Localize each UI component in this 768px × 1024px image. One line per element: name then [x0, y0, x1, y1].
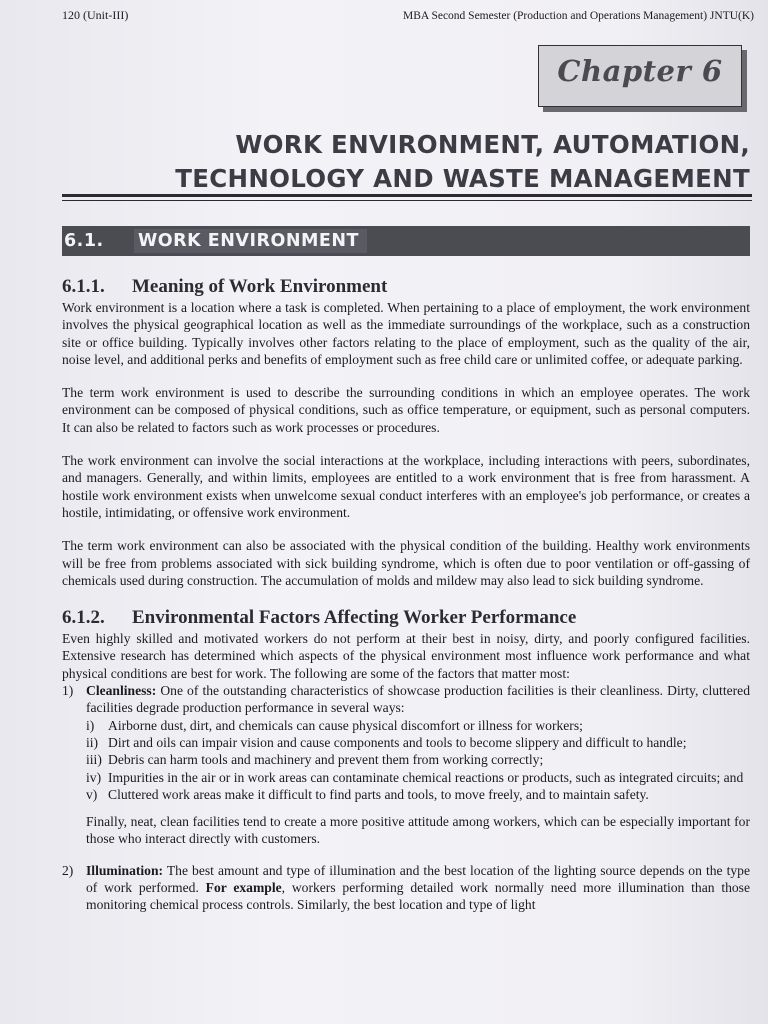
closing-paragraph: Finally, neat, clean facilities tend to create a more positive attitude among workers, which can be especially important for those who interact directly with customers. [86, 814, 750, 847]
factor-term: Cleanliness: [86, 683, 157, 699]
paragraph: Even highly skilled and motivated workers do not perform at their best in noisy, dirty, and poorly configured facilities. Extensive research has determined which aspects of the physical environment most influence work performance and what physical conditions are best for work. The following are some of the factors that matter most: [62, 631, 750, 681]
subsection-number-1: 6.1.1. [62, 276, 105, 297]
running-header-left: 120 (Unit-III) [62, 8, 129, 22]
chapter-title-line-2: TECHNOLOGY AND WASTE MANAGEMENT [175, 164, 750, 193]
subsection-heading-1 [62, 276, 750, 298]
sub-list-item: iii) Debris can harm tools and machinery and prevent them from working correctly; [86, 752, 544, 768]
sub-list-item: v) Cluttered work areas make it difficult to find parts and tools, to move freely, and to maintain safety. [86, 786, 649, 802]
list-item [62, 682, 750, 848]
paragraph: Work environment is a location where a task is completed. When pertaining to a place of employment, the work environment involves the physical geographical location as well as the immediate surroundings of the workplace, such as a construction site or office building. Typically involves other factors relating to the place of employment, such as the quality of the air, noise level, and additional perks and benefits of employment such as free child care or unlimited coffee, or adequate parking. [62, 300, 750, 367]
paragraph: The term work environment can also be associated with the physical condition of the building. Healthy work environments will be free from problems associated with sick building syndrome, which is often due to poor ventilation or off-gassing of chemicals used during construction. The accumulation of molds and mildew may also lead to sick building syndrome. [62, 538, 750, 588]
running-header-right: MBA Second Semester (Production and Operations Management) JNTU(K) [403, 10, 754, 22]
factor-text: One of the outstanding characteristics of showcase production facilities is their cleanliness. Dirty, cluttered facilities degrade production performance in several ways: [86, 683, 750, 716]
sub-list-item: i) Airborne dust, dirt, and chemicals can cause physical discomfort or illness for workers; [86, 717, 583, 733]
list-marker: 1) [62, 683, 74, 699]
section-title: WORK ENVIRONMENT [134, 229, 367, 253]
chapter-title [110, 128, 750, 196]
factor-term: Illumination: [86, 862, 164, 878]
section-heading-bar [62, 226, 750, 256]
subsection-heading-2 [62, 607, 750, 629]
subsection-number-2: 6.1.2. [62, 607, 105, 629]
title-rule-thin [62, 200, 752, 201]
paragraph: The term work environment is used to describe the surrounding conditions in which an employee operates. The work environment can be composed of physical conditions, such as office temperature, or equipment, such as personal computers. It can also be related to factors such as work processes or procedures. [62, 385, 750, 435]
chapter-box [538, 45, 742, 107]
section-number: 6.1. [64, 231, 104, 251]
paragraph: The work environment can involve the social interactions at the workplace, including interactions with peers, subordinates, and managers. Generally, and within limits, employees are entitled to a work environment that is free from harassment. A hostile work environment exists when unwelcome sexual conduct interferes with an employee's job performance, or creates a hostile, intimidating, or offensive work environment. [62, 453, 750, 520]
body-content [62, 276, 750, 914]
chapter-title-line-1: WORK ENVIRONMENT, AUTOMATION, [235, 130, 750, 159]
list-marker: 2) [62, 862, 74, 878]
list-item: 2) Illumination: The best amount and type of illumination and the best location of the lighting source depends on the type of work performed. For example, workers performing detailed work normally need more illumination than those monitoring chemical process controls. Similarly, the best location and type of light [62, 862, 751, 913]
subsection-title-1: Meaning of Work Environment [132, 276, 388, 297]
sub-list-item: ii) Dirt and oils can impair vision and cause components and tools to become slippery and difficult to handle; [86, 734, 687, 750]
emphasis-text: For example [205, 880, 282, 896]
chapter-label: Chapter 6 [557, 54, 723, 88]
sub-list-item: iv) Impurities in the air or in work areas can contaminate chemical reactions or products, such as integrated circuits; and [86, 769, 744, 785]
factor-list [62, 682, 750, 914]
title-rule-thick [62, 194, 752, 197]
sub-list [86, 717, 750, 803]
subsection-title-2: Environmental Factors Affecting Worker Performance [132, 607, 577, 629]
